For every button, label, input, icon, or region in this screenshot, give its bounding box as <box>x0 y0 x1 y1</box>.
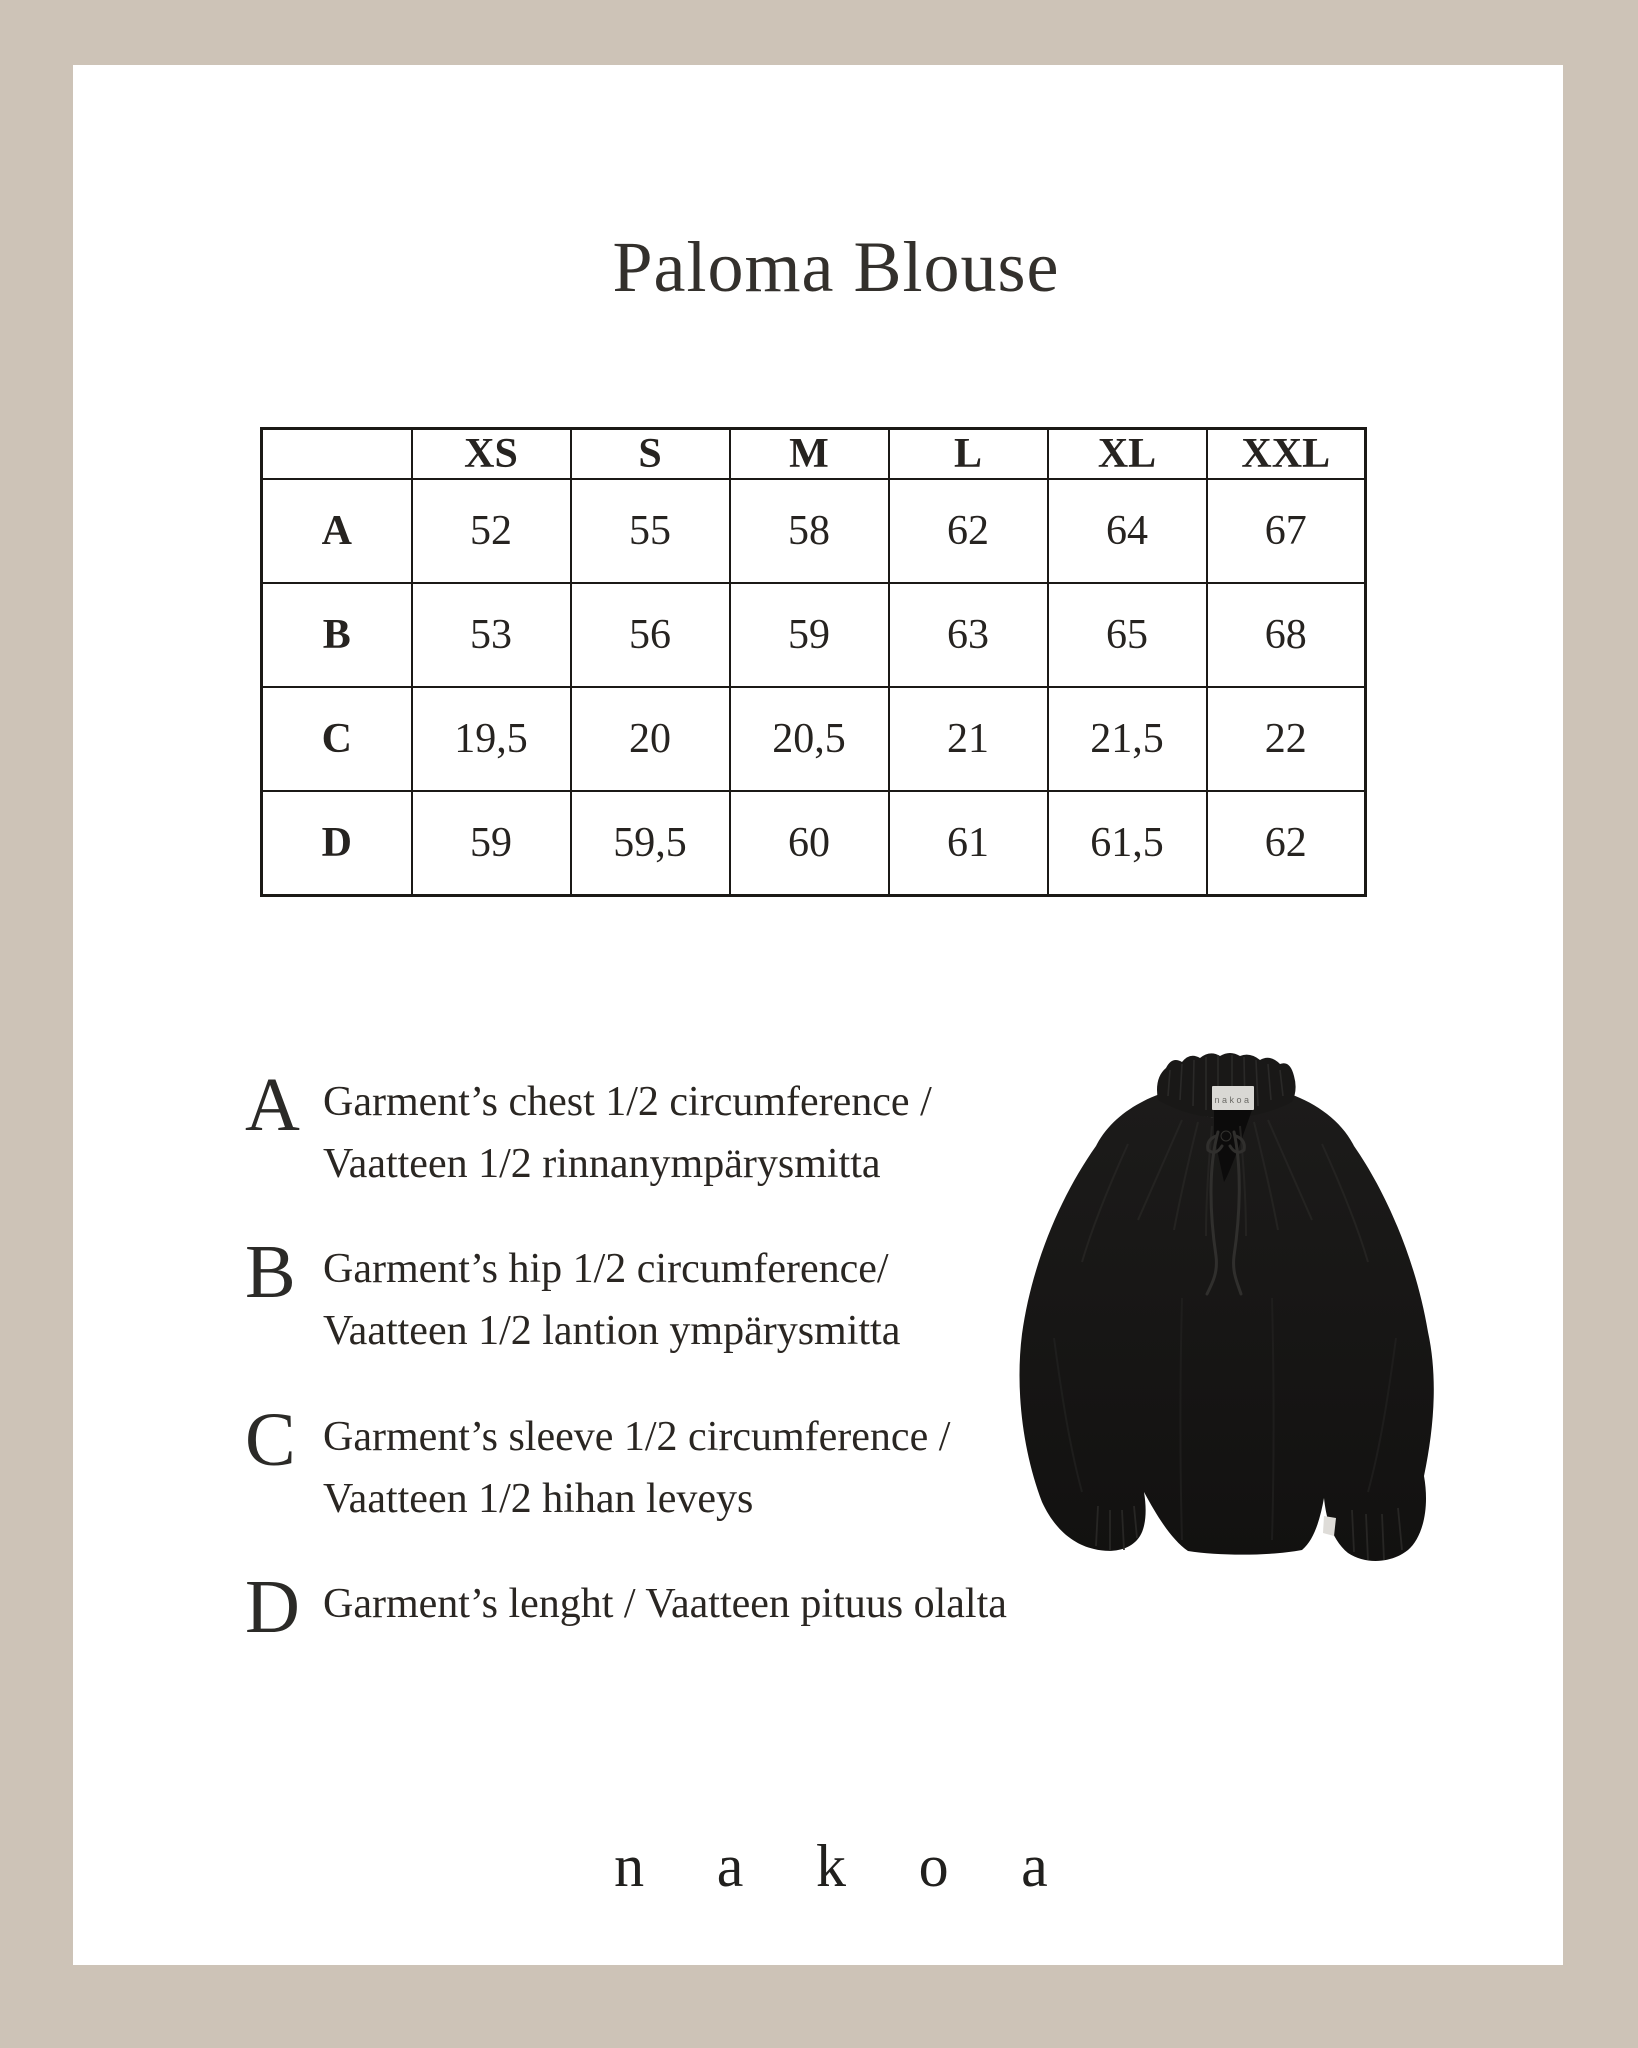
measurement-cell: 19,5 <box>412 687 571 791</box>
size-column-xxl: XXL <box>1207 429 1366 480</box>
size-column-s: S <box>571 429 730 480</box>
legend-item-b <box>245 1230 901 1362</box>
measurement-cell: 60 <box>730 791 889 896</box>
legend-line-en: Garment’s hip 1/2 circumference/ <box>323 1246 889 1292</box>
row-label-a: A <box>262 479 412 583</box>
measurement-cell: 62 <box>889 479 1048 583</box>
legend-line-en: Garment’s chest 1/2 circumference / <box>323 1079 932 1125</box>
legend-letter-b: B <box>245 1230 296 1314</box>
measurement-cell: 20,5 <box>730 687 889 791</box>
legend-line-fi: Vaatteen 1/2 rinnanympärysmitta <box>323 1141 881 1187</box>
measurement-cell: 59 <box>730 583 889 687</box>
brand-logo: n a k o a <box>614 1833 1077 1899</box>
page-title: Paloma Blouse <box>612 227 1060 307</box>
collar-brand-label-text: nakoa <box>1214 1095 1252 1105</box>
measurement-cell: 20 <box>571 687 730 791</box>
measurement-cell: 58 <box>730 479 889 583</box>
measurement-cell: 61 <box>889 791 1048 896</box>
measurement-cell: 56 <box>571 583 730 687</box>
legend-line-fi: Vaatteen 1/2 lantion ympärysmitta <box>323 1308 901 1354</box>
measurement-cell: 22 <box>1207 687 1366 791</box>
measurement-cell: 55 <box>571 479 730 583</box>
size-column-xs: XS <box>412 429 571 480</box>
measurement-cell: 61,5 <box>1048 791 1207 896</box>
tie-knot <box>1221 1131 1231 1141</box>
legend-letter-c: C <box>245 1398 296 1482</box>
legend-text-b <box>323 1234 900 1362</box>
measurement-cell: 62 <box>1207 791 1366 896</box>
size-column-l: L <box>889 429 1048 480</box>
legend-line-en: Garment’s sleeve 1/2 circumference / <box>323 1414 951 1460</box>
measurement-cell: 21,5 <box>1048 687 1207 791</box>
legend-text-d <box>323 1569 1007 1635</box>
measurement-cell: 53 <box>412 583 571 687</box>
legend-item-d <box>245 1565 1007 1649</box>
legend-text-c <box>323 1402 950 1530</box>
legend-letter-d: D <box>245 1565 300 1649</box>
legend-text-a <box>323 1067 932 1195</box>
measurement-cell: 65 <box>1048 583 1207 687</box>
size-column-xl: XL <box>1048 429 1207 480</box>
size-guide-page <box>73 65 1563 1965</box>
measurement-cell: 21 <box>889 687 1048 791</box>
legend-letter-a: A <box>245 1063 300 1147</box>
hem-tag <box>1323 1516 1336 1536</box>
legend-line-fi: Vaatteen 1/2 hihan leveys <box>323 1476 754 1522</box>
size-column-m: M <box>730 429 889 480</box>
legend-line-en: Garment’s lenght / Vaatteen pituus olalta <box>323 1581 1007 1627</box>
measurement-cell: 68 <box>1207 583 1366 687</box>
legend-item-a <box>245 1063 932 1195</box>
measurement-legend <box>245 65 1025 1965</box>
product-photo-blouse <box>1010 1048 1440 1578</box>
measurement-cell: 67 <box>1207 479 1366 583</box>
row-label-d: D <box>262 791 412 896</box>
measurement-cell: 59,5 <box>571 791 730 896</box>
legend-item-c <box>245 1398 951 1530</box>
measurement-cell: 52 <box>412 479 571 583</box>
row-label-c: C <box>262 687 412 791</box>
measurement-cell: 59 <box>412 791 571 896</box>
row-label-b: B <box>262 583 412 687</box>
measurement-cell: 64 <box>1048 479 1207 583</box>
measurement-cell: 63 <box>889 583 1048 687</box>
